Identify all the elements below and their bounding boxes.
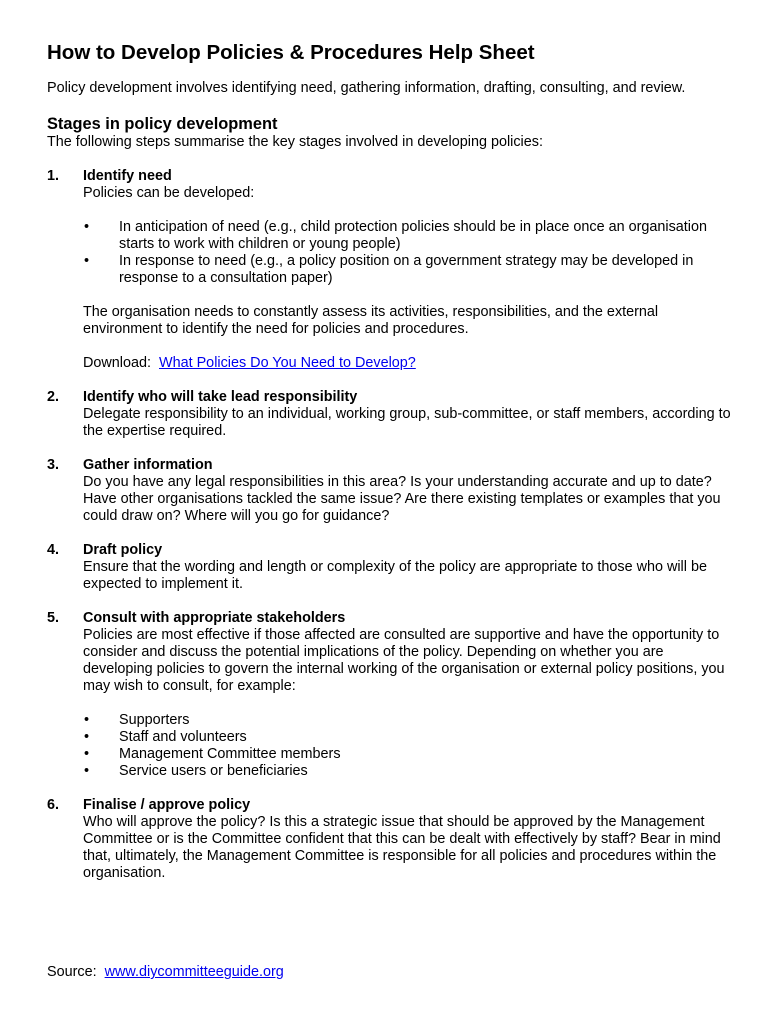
step-1 [47,168,737,372]
download-line [83,355,737,372]
intro-paragraph: Policy development involves identifying need, gathering information, drafting, consulting, and review. [47,80,686,96]
document-page [47,40,737,899]
step-title: Consult with appropriate stakeholders [83,610,346,626]
list-item-text: Staff and volunteers [119,729,247,745]
list-item-text: Service users or beneficiaries [119,763,308,779]
bullet-list [83,712,737,780]
step-number: 5. [47,610,60,626]
step-5 [47,610,737,780]
list-item [83,712,737,729]
source-label: Source: [47,964,97,980]
download-label: Download: [83,355,151,371]
step-number: 6. [47,797,60,813]
bullet-icon: • [84,253,90,269]
section-heading: Stages in policy development [47,115,278,133]
bullet-icon: • [84,763,90,779]
step-text: Delegate responsibility to an individual, working group, sub-committee, or staff members, according to the expertise required. [83,406,731,439]
list-item [83,763,737,780]
step-number: 1. [47,168,60,184]
page-title: How to Develop Policies & Procedures Help Sheet [47,41,535,64]
step-6 [47,797,737,882]
step-number: 3. [47,457,60,473]
step-text: Policies are most effective if those affected are consulted are supportive and have the opportunity to consider and discuss the potential implications of the policy. Depending on whether you are developing policies to govern the internal working of the organisation or external policy positions, you may wish to consult, for example: [83,627,725,694]
bullet-icon: • [84,729,90,745]
step-text: Do you have any legal responsibilities in this area? Is your understanding accurate and up to date? Have other organisations tackled the same issue? Are there existing templates or examples that you could draw on? Where will you go for guidance? [83,474,721,524]
list-item-text: In response to need (e.g., a policy position on a government strategy may be developed in response to a consultation paper) [119,253,694,286]
bullet-icon: • [84,712,90,728]
list-item-text: Management Committee members [119,746,341,762]
list-item [83,253,737,287]
section-lead: The following steps summarise the key stages involved in developing policies: [47,134,543,150]
list-item-text: In anticipation of need (e.g., child protection policies should be in place once an organisation starts to work with children or young people) [119,219,708,252]
list-item [83,219,737,253]
step-3 [47,457,737,525]
list-item [83,729,737,746]
step-after-text: The organisation needs to constantly assess its activities, responsibilities, and the external environment to identify the need for policies and procedures. [83,304,659,337]
bullet-icon: • [84,746,90,762]
step-title: Finalise / approve policy [83,797,251,813]
list-item [83,746,737,763]
step-number: 2. [47,389,60,405]
step-4 [47,542,737,593]
step-title: Identify who will take lead responsibility [83,389,358,405]
step-title: Gather information [83,457,213,473]
source-line [47,964,284,981]
step-title: Identify need [83,168,172,184]
step-text: Policies can be developed: [83,185,255,201]
source-link[interactable]: www.diycommitteeguide.org [104,964,284,980]
step-text: Who will approve the policy? Is this a strategic issue that should be approved by the Management Committee or is the Committee confident that this can be dealt with effectively by staff? Bear in mind that, ultimately, the Management Committee is responsible for all policies and procedures within the organisation. [83,814,721,881]
bullet-list [83,219,737,287]
step-text: Ensure that the wording and length or complexity of the policy are appropriate to those who will be expected to implement it. [83,559,707,592]
download-link[interactable]: What Policies Do You Need to Develop? [159,355,416,371]
bullet-icon: • [84,219,90,235]
list-item-text: Supporters [119,712,190,728]
step-number: 4. [47,542,60,558]
step-title: Draft policy [83,542,163,558]
step-2 [47,389,737,440]
